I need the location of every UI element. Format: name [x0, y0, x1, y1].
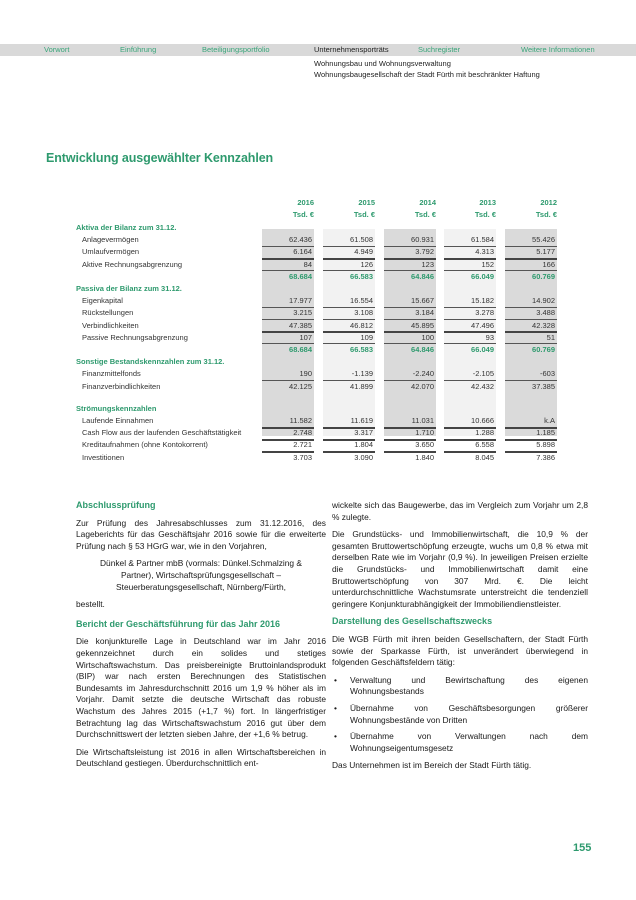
table-cell: 14.902 [532, 296, 555, 306]
table-cell: 1.840 [415, 452, 434, 462]
table-cell: 41.899 [350, 381, 373, 391]
table-cell: 3.090 [354, 452, 373, 462]
row-label: Passive Rechnungsabgrenzung [82, 332, 188, 342]
table-cell: 6.164 [293, 247, 312, 257]
table-cell: 126 [360, 259, 373, 269]
column-unit-header: Tsd. € [535, 210, 557, 219]
nav-item-einfuehrung[interactable]: Einführung [120, 45, 157, 54]
table-cell: 4.313 [475, 247, 494, 257]
table-cell: 84 [303, 259, 312, 269]
paragraph: Die konjunkturelle Lage in Deutschland war im Jahr 2016 gekennzeichnet durch ein solides und stetiges Wirtschaftswachstum. Das preisbereinigte Bruttoinlandsprodukt (BIP) war nach ersten Berechnungen des Statistischen Bundesamts im Jahresdurchschnitt 2016 um 1,9 % höher als im Vorjahr. Damit setzte die deutsche Wirtschaft das robuste Wachstum des Jahres 2015 (+1,7 %) fort. In längerfristiger Betrachtung lag das Wirtschaftswachstum 2016 gut über dem Durchschnittswert der letzten sieben Jahre, der +1,6 % betrug. [76, 636, 326, 740]
heading-bericht-geschaeftsfuehrung: Bericht der Geschäftsführung für das Jahr 2016 [76, 618, 281, 629]
section-label: Sonstige Bestandskennzahlen zum 31.12. [76, 357, 225, 367]
table-cell: 42.070 [411, 381, 434, 391]
business-fields-list [332, 675, 588, 755]
table-cell: 4.949 [354, 247, 373, 257]
paragraph: Das Unternehmen ist im Bereich der Stadt Fürth tätig. [332, 760, 532, 771]
column-unit-header: Tsd. € [353, 210, 375, 219]
column-unit-header: Tsd. € [474, 210, 496, 219]
row-label: Verbindlichkeiten [82, 320, 139, 330]
list-item: • Übernahme von Geschäftsbesorgungen größerer Wohnungsbestände von Dritten [332, 703, 588, 726]
table-cell: 3.108 [354, 308, 373, 318]
total-cell: 68.684 [289, 271, 312, 281]
total-cell: 64.846 [411, 271, 434, 281]
table-cell: 123 [421, 259, 434, 269]
column-unit-header: Tsd. € [292, 210, 314, 219]
column-year-header: 2012 [540, 198, 557, 207]
table-cell: 3.650 [415, 440, 434, 450]
table-cell: 7.386 [536, 452, 555, 462]
table-cell: 2.721 [293, 440, 312, 450]
table-cell: 62.436 [289, 235, 312, 245]
table-cell: 8.045 [475, 452, 494, 462]
table-cell: 11.582 [289, 416, 312, 425]
table-cell: 107 [299, 332, 312, 342]
table-cell: 45.895 [411, 320, 434, 330]
table-cell: 37.385 [532, 381, 555, 391]
column-unit-header: Tsd. € [414, 210, 436, 219]
table-cell: 17.977 [289, 296, 312, 306]
nav-item-unternehmensportraets[interactable]: Unternehmensporträts [314, 45, 389, 54]
auditor-name: Dünkel & Partner mbB (vormals: Dünkel.Schmalzing & Partner), Wirtschaftsprüfungsgesellschaft – Steuerberatungsgesellschaft, Nürnberg/Fürth, [99, 558, 302, 592]
table-cell: 3.488 [536, 308, 555, 318]
top-navigation [0, 44, 636, 56]
table-cell: 1.185 [536, 428, 555, 438]
row-label: Cash Flow aus der laufenden Geschäftstätigkeit [82, 428, 242, 438]
paragraph: Zur Prüfung des Jahresabschlusses zum 31.12.2016, des Lageberichts für das Geschäftsjahr 2016 sowie für die erweiterte Prüfung nach § 53 HGrG war, wie in den Vorjahren, [76, 517, 326, 551]
table-cell: 1.288 [475, 428, 494, 438]
table-cell: 11.031 [411, 416, 434, 425]
table-cell: 60.931 [411, 235, 434, 245]
table-cell: 190 [299, 369, 312, 379]
table-cell: -2.105 [472, 369, 494, 379]
section-label: Passiva der Bilanz zum 31.12. [76, 284, 182, 293]
table-cell: 3.792 [415, 247, 434, 257]
row-label: Anlagevermögen [82, 235, 139, 245]
page-number: 155 [573, 842, 592, 854]
row-label: Eigenkapital [82, 296, 123, 306]
table-cell: 61.584 [471, 235, 494, 245]
total-cell: 68.684 [289, 345, 312, 354]
table-cell: 6.558 [475, 440, 494, 450]
table-cell: 100 [421, 332, 434, 342]
table-cell: 15.667 [411, 296, 434, 306]
paragraph: Die WGB Fürth mit ihren beiden Gesellschaftern, der Stadt Fürth sowie der Sparkasse Fürth, ist unverändert überwiegend in folgenden Geschäftsfeldern tätig: [332, 633, 588, 668]
nav-item-vorwort[interactable]: Vorwort [44, 45, 70, 54]
table-cell: 61.508 [350, 235, 373, 245]
total-cell: 60.769 [532, 345, 555, 354]
table-cell: 11.619 [350, 416, 373, 425]
page-title: Entwicklung ausgewählter Kennzahlen [46, 151, 274, 165]
table-cell: 152 [481, 259, 494, 269]
total-cell: 66.583 [350, 271, 373, 281]
table-cell: 42.125 [289, 381, 312, 391]
table-cell: 10.666 [471, 416, 494, 425]
paragraph: bestellt. [76, 599, 105, 610]
total-cell: 60.769 [532, 271, 555, 281]
row-label: Aktive Rechnungsabgrenzung [82, 259, 183, 269]
left-text-column [76, 500, 326, 776]
row-label: Finanzmittelfonds [82, 369, 141, 379]
table-cell: 3.703 [293, 452, 312, 462]
total-cell: 64.846 [411, 345, 434, 354]
table-cell: 46.812 [350, 320, 373, 330]
nav-item-weitere-informationen[interactable]: Weitere Informationen [521, 45, 595, 54]
row-label: Investitionen [82, 452, 125, 462]
nav-item-suchregister[interactable]: Suchregister [418, 45, 461, 54]
column-year-header: 2015 [358, 198, 375, 207]
table-cell: 3.215 [293, 308, 312, 318]
table-cell: 5.898 [536, 440, 555, 450]
table-cell: 47.496 [471, 320, 494, 330]
column-year-header: 2014 [419, 198, 436, 207]
paragraph: wickelte sich das Baugewerbe, das im Vergleich zum Vorjahr um 2,8 % zulegte. [332, 500, 588, 522]
section-subheading: Wohnungsbau und Wohnungsverwaltung [314, 59, 451, 68]
table-cell: 51 [546, 332, 555, 342]
company-name: Wohnungsbaugesellschaft der Stadt Fürth mit beschränkter Haftung [314, 70, 540, 79]
row-label: Kreditaufnahmen (ohne Kontokorrent) [82, 440, 208, 450]
table-cell: 42.328 [532, 320, 555, 330]
heading-abschlusspruefung: Abschlussprüfung [76, 500, 156, 510]
table-cell: 3.184 [415, 308, 434, 318]
table-cell: 42.432 [471, 381, 494, 391]
table-cell: -603 [539, 369, 555, 379]
table-cell: 93 [485, 332, 494, 342]
table-cell: 55.426 [532, 235, 555, 245]
list-item: • Übernahme von Verwaltungen nach dem Wohnungseigentumsgesetz [332, 731, 588, 754]
row-label: Rückstellungen [82, 308, 134, 318]
table-cell: 15.182 [471, 296, 494, 306]
table-cell: 5.177 [536, 247, 555, 257]
row-label: Finanzverbindlichkeiten [82, 381, 161, 391]
row-label: Laufende Einnahmen [82, 416, 154, 425]
section-label: Aktiva der Bilanz zum 31.12. [76, 223, 177, 232]
table-cell: -1.139 [351, 369, 373, 379]
table-cell: -2.240 [412, 369, 434, 379]
table-cell: 2.748 [293, 428, 312, 438]
paragraph: Die Grundstücks- und Immobilienwirtschaft, die 10,9 % der gesamten Bruttowertschöpfung erzeugte, wuchs um 0,8 % etwa mit derselben Rate wie im Vorjahr (0,9 %). In jeweiligen Preisen erzielte die Grundstücks- und Immobilienwirtschaft damit eine Bruttowertschöpfung von 307 Mrd. €. Die leicht unterdurchschnittliche Wachstumsrate unterstreicht die tendenziell geringere Konjunkturabhängigkeit der Immobiliendienstleister. [332, 529, 588, 609]
total-cell: 66.049 [471, 345, 494, 354]
total-cell: 66.583 [350, 345, 373, 354]
table-cell: 1.804 [354, 440, 373, 450]
column-year-header: 2013 [479, 198, 496, 207]
list-item: • Verwaltung und Bewirtschaftung des eigenen Wohnungsbestands [332, 675, 588, 698]
table-cell: 109 [360, 332, 373, 342]
total-cell: 66.049 [471, 271, 494, 281]
paragraph: Die Wirtschaftsleistung ist 2016 in allen Wirtschaftsbereichen in Deutschland gestiegen. Überdurchschnittlich ent- [76, 746, 326, 769]
table-cell: 1.710 [415, 428, 434, 438]
row-label: Umlaufvermögen [82, 247, 140, 257]
table-cell: 166 [542, 259, 555, 269]
section-label: Strömungskennzahlen [76, 403, 157, 413]
right-text-column [332, 500, 588, 778]
table-cell: 3.278 [475, 308, 494, 318]
heading-gesellschaftszweck: Darstellung des Gesellschaftszwecks [332, 616, 493, 627]
table-cell: 3.317 [354, 428, 373, 438]
nav-item-beteiligungsportfolio[interactable]: Beteiligungsportfolio [202, 45, 270, 54]
table-cell: 16.554 [350, 296, 373, 306]
table-cell: k.A [544, 416, 555, 425]
column-year-header: 2016 [297, 198, 314, 207]
table-cell: 47.385 [289, 320, 312, 330]
